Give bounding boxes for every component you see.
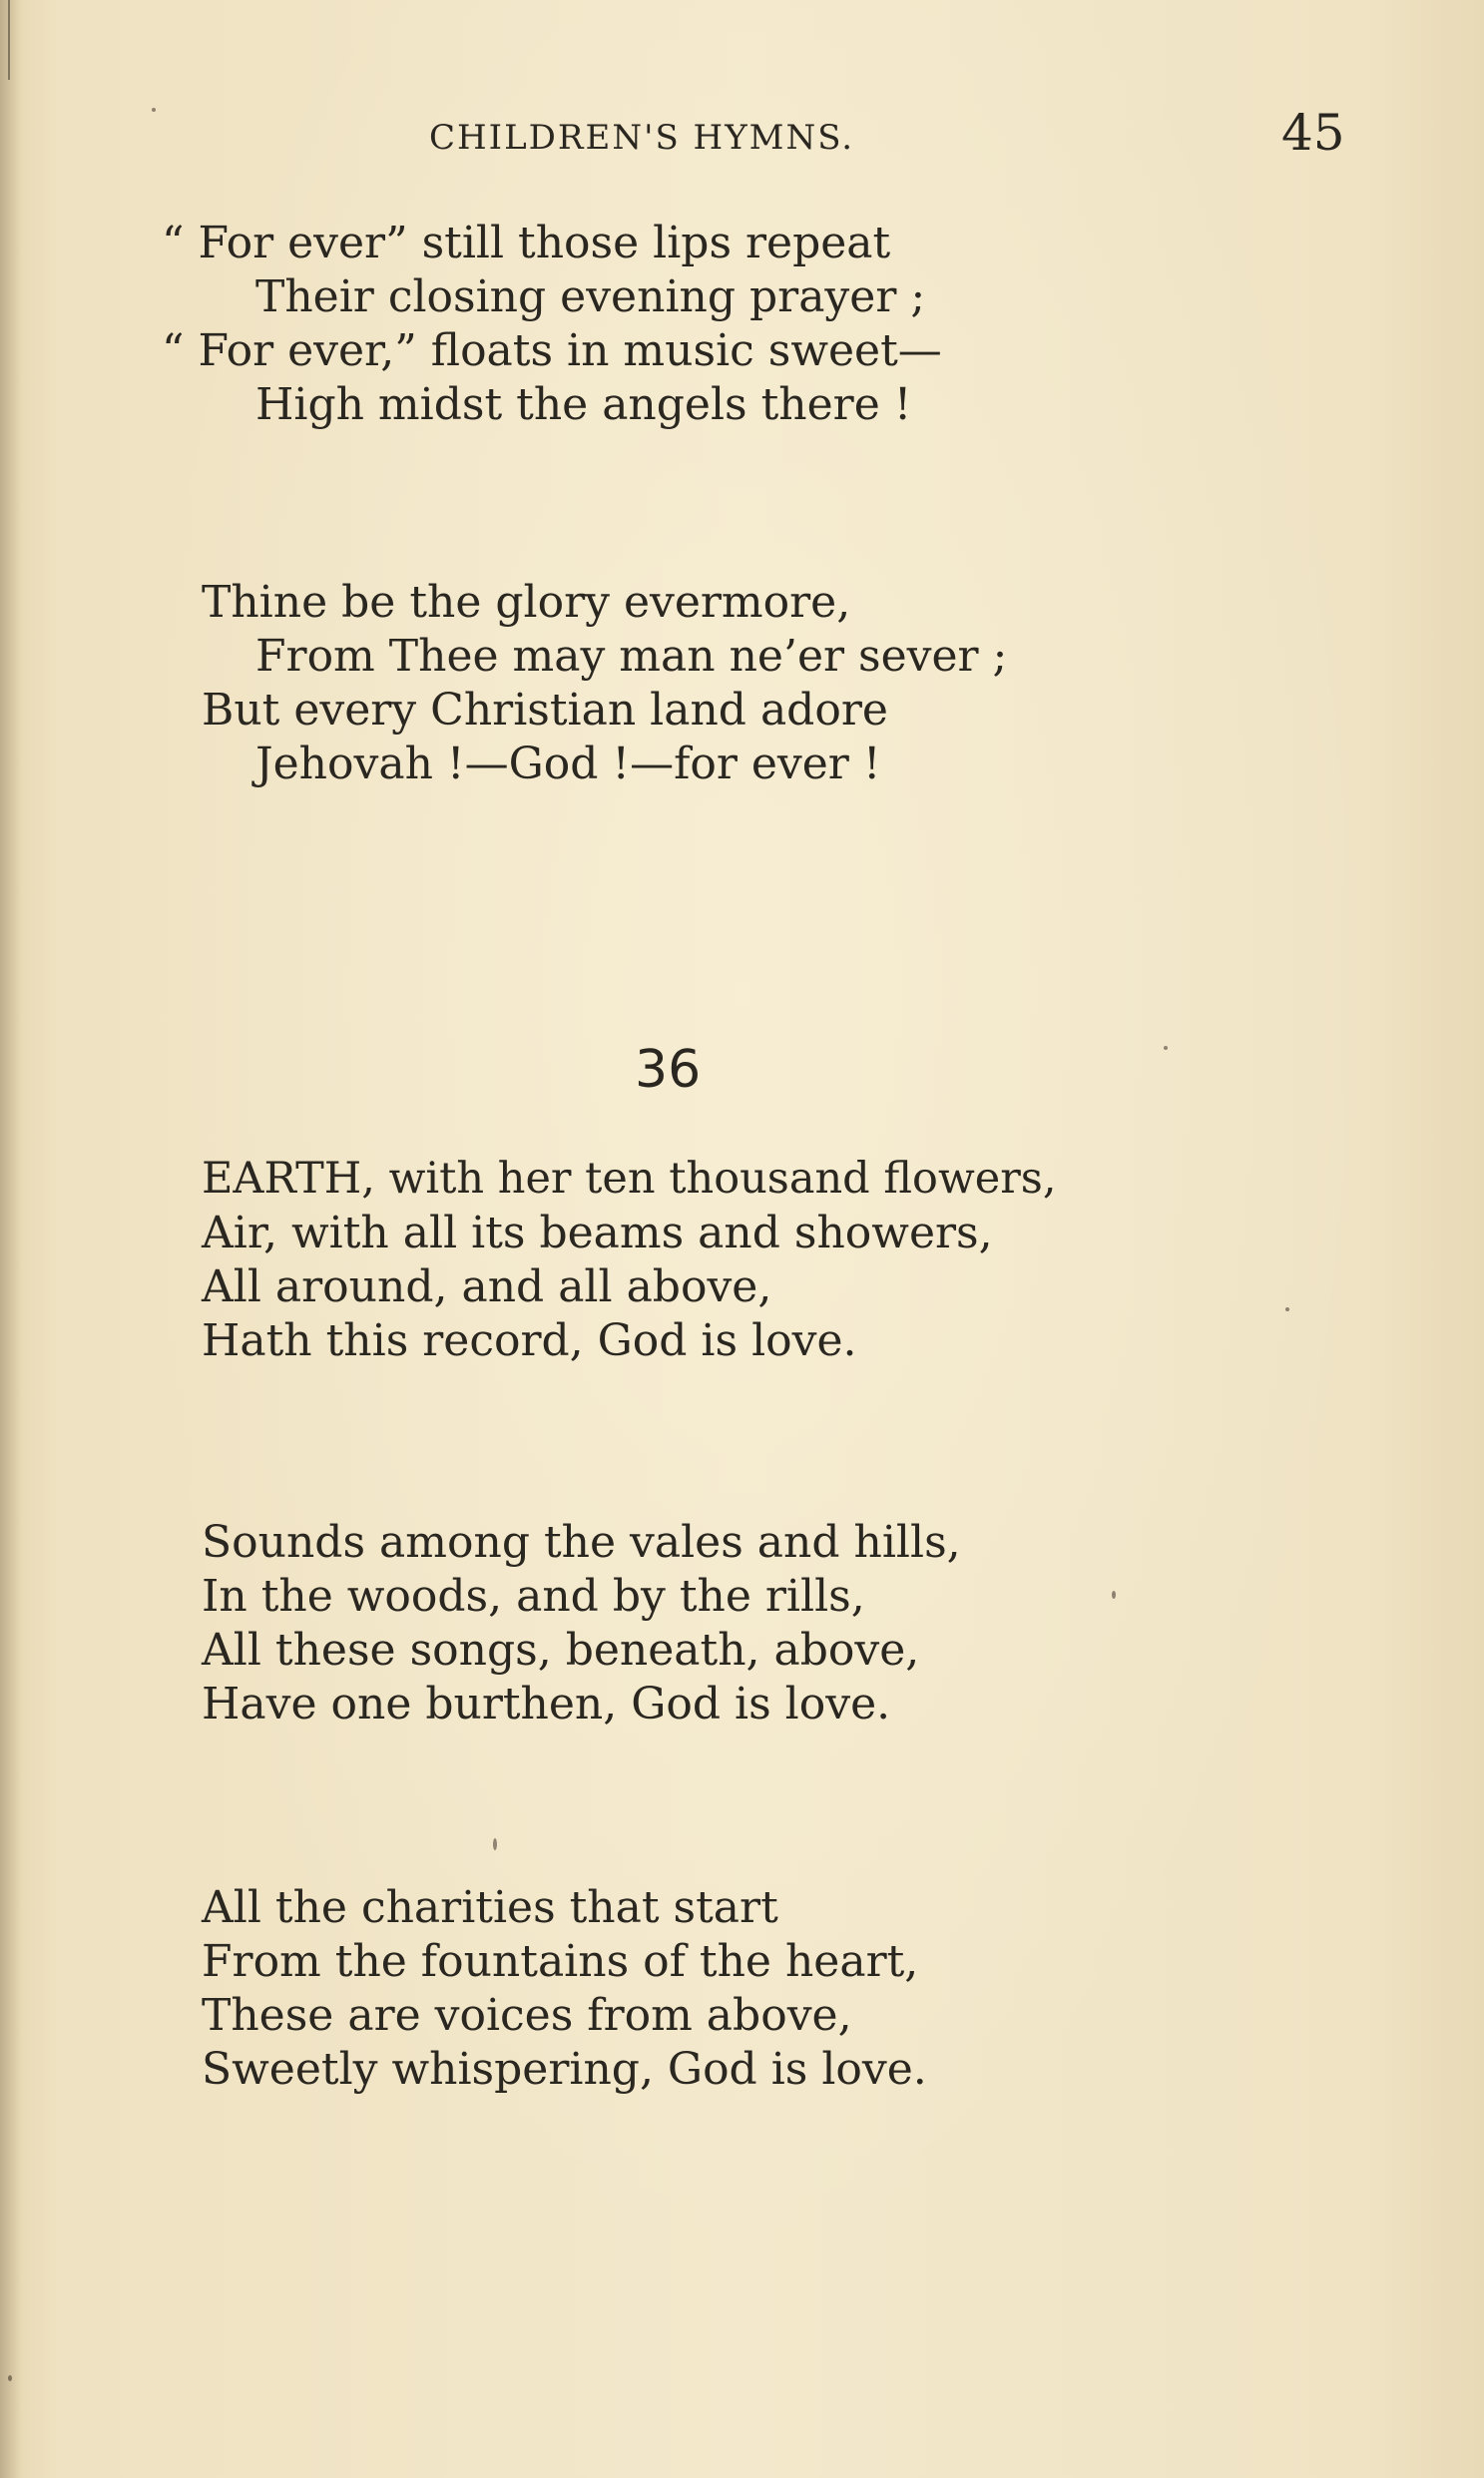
- running-header: CHILDREN'S HYMNS.: [429, 118, 855, 158]
- hymn-line: Have one burthen, God is love.: [202, 1679, 891, 1730]
- paper-speck: [493, 1838, 497, 1850]
- verse-line: From Thee may man ne’er sever ;: [255, 631, 1008, 682]
- hymn-line: All the charities that start: [202, 1882, 778, 1933]
- hymn-line: Sounds among the vales and hills,: [202, 1517, 961, 1568]
- verse-line: Thine be the glory evermore,: [202, 577, 851, 628]
- paper-speck: [8, 2375, 12, 2381]
- hymn-line: All around, and all above,: [202, 1261, 772, 1312]
- hymn-line: Sweetly whispering, God is love.: [202, 2044, 927, 2095]
- paper-speck: [1164, 1046, 1168, 1050]
- hymn-line: All these songs, beneath, above,: [202, 1625, 920, 1676]
- hymn-line: From the fountains of the heart,: [202, 1936, 919, 1987]
- hymn-line: These are voices from above,: [202, 1990, 852, 2041]
- spine-edge: [8, 0, 10, 80]
- hymn-line: Hath this record, God is love.: [202, 1315, 857, 1366]
- verse-line: “ For ever” still those lips repeat: [162, 218, 891, 268]
- spine-shadow: [0, 0, 22, 2478]
- verse-line: “ For ever,” floats in music sweet—: [162, 325, 942, 376]
- verse-line: High midst the angels there !: [255, 379, 912, 430]
- paper-speck: [1112, 1591, 1116, 1599]
- hymn-line: Air, with all its beams and showers,: [202, 1208, 993, 1258]
- paper-speck: [1285, 1307, 1289, 1311]
- verse-line: Their closing evening prayer ;: [255, 271, 926, 322]
- hymn-line: EARTH, with her ten thousand flowers,: [202, 1154, 1057, 1204]
- paper-speck: [152, 108, 156, 112]
- hymn-line: In the woods, and by the rills,: [202, 1571, 865, 1622]
- verse-line: Jehovah !—God !—for ever !: [255, 739, 881, 789]
- hymn-number: 36: [635, 1040, 702, 1100]
- verse-line: But every Christian land adore: [202, 685, 888, 736]
- page-number: 45: [1281, 104, 1345, 162]
